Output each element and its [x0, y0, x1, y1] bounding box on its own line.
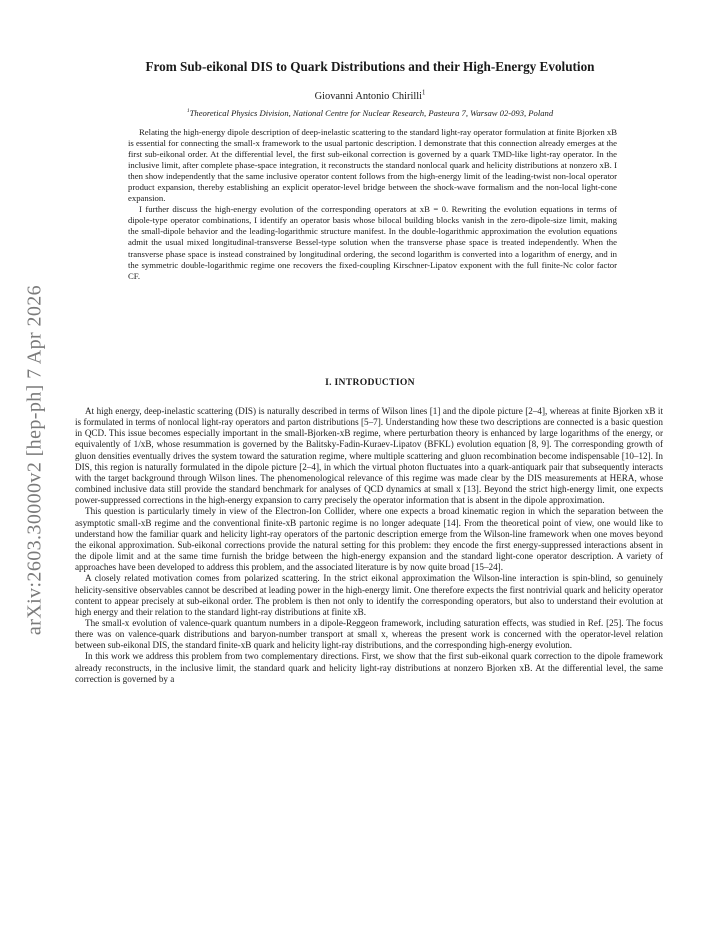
body-paragraph: At high energy, deep-inelastic scattering (DIS) is naturally described in terms of Wilson lines [1] and the dipole picture [2–4], whereas at finite Bjorken xB it is formulated in terms of nonlocal light-ray operators and parton distributions [5–7]. Understanding how these two descriptions are connected is a basic question in QCD. This issue becomes especially important in the small-Bjorken-xB regime, where perturbation theory is enhanced by large logarithms of the energy, or equivalently of 1/xB, whose resummation is governed by the Balitsky-Fadin-Kuraev-Lipatov (BFKL) evolution equation [8, 9]. The corresponding growth of gluon densities eventually drives the system toward the saturation regime, where multiple scattering and gluon recombination become indispensable [10–12]. In DIS, this region is naturally formulated in the dipole picture [2–4], in which the virtual photon fluctuates into a quark-antiquark pair that subsequently interacts with the target background through Wilson lines. The phenomenological relevance of this regime was made clear by the DIS measurements at HERA, whose combined inclusive data still provide the standard benchmark for analyses of QCD dynamics at small x [13]. Beyond the strict high-energy limit, one expects power-suppressed corrections in the high-energy expansion to carry precisely the operator information that is absent in the dipole approximation.	[75, 406, 663, 506]
affiliation-line	[70, 108, 670, 118]
author-affiliation-mark: 1	[422, 89, 426, 97]
author-line	[70, 91, 670, 102]
author-name: Giovanni Antonio Chirilli	[314, 91, 422, 102]
abstract-paragraph: I further discuss the high-energy evolution of the corresponding operators at xB = 0. Rewriting the evolution equations in terms of dipole-type operator combinations, I identify an operator basis whose bilocal building blocks vanish in the zero-dipole-size limit, making the small-dipole behavior and the leading-logarithmic structure manifest. In the double-logarithmic approximation the evolution equations admit the usual mixed longitudinal-transverse Bessel-type solution when the transverse phase space is treated independently. When the transverse phase space is instead constrained by longitudinal ordering, the second logarithm is converted into a logarithm of energy, and in the symmetric double-logarithmic regime one recovers the fixed-coupling Kirschner-Lipatov exponent with the full finite-Nc color factor CF.	[128, 204, 617, 281]
body-paragraph: A closely related motivation comes from polarized scattering. In the strict eikonal approximation the Wilson-line interaction is spin-blind, so genuinely helicity-sensitive observables cannot be described at leading power in the high-energy limit. One therefore expects the first nontrivial quark and helicity operator content to appear precisely at sub-eikonal order. The problem is then not only to identify the corresponding operators, but also to understand their evolution at high energy and their relation to the standard light-ray distributions at finite xB.	[75, 573, 663, 617]
body-paragraph: The small-x evolution of valence-quark quantum numbers in a dipole-Reggeon framework, including saturation effects, was studied in Ref. [25]. The focus there was on valence-quark distributions and baryon-number transport at small x, whereas the present work is concerned with the operator-level relation between sub-eikonal DIS, the standard finite-xB quark and helicity light-ray distributions, and the corresponding high-energy evolution.	[75, 617, 663, 651]
introduction-body	[75, 406, 663, 685]
abstract-paragraph: Relating the high-energy dipole description of deep-inelastic scattering to the standard light-ray operator formulation at finite Bjorken xB is essential for connecting the small-x framework to the usual partonic description. I demonstrate that this connection already emerges at the first sub-eikonal order. At the differential level, the first sub-eikonal correction is governed by a quark TMD-like light-ray operator. In the inclusive limit, after complete phase-space integration, it reconstructs the standard nonlocal quark and helicity distributions at nonzero xB. I then show independently that the same inclusive operator content follows from the high-energy limit of the leading-twist non-local operator product expansion, thereby establishing an explicit operator-level bridge between the shock-wave formalism and the non-local light-cone expansion.	[128, 127, 617, 204]
affiliation-text: Theoretical Physics Division, National Centre for Nuclear Research, Pasteura 7, Warsaw 02-093, Poland	[189, 108, 554, 118]
arxiv-identifier: arXiv:2603.30000v2 [hep-ph] 7 Apr 2026	[23, 284, 46, 636]
arxiv-sidebar-stamp	[20, 250, 50, 670]
section-heading: I. INTRODUCTION	[325, 377, 415, 388]
body-paragraph: This question is particularly timely in view of the Electron-Ion Collider, where one expects a broad kinematic region in which the separation between the asymptotic small-xB regime and the conventional finite-xB partonic regime is no longer adequate [14]. From the theoretical point of view, one would like to understand how the familiar quark and helicity light-ray operators of the partonic description emerge from the Wilson-line framework when one moves beyond the eikonal approximation. Sub-eikonal corrections provide the natural setting for this problem: they encode the first energy-suppressed interactions absent in the dipole limit and at the same time furnish the bridge between the high-energy expansion and the standard light-cone operator description. A variety of approaches have been developed to address this problem, and the associated literature is by now quite broad [15–24].	[75, 506, 663, 573]
affiliation-mark: 1	[186, 108, 190, 115]
body-paragraph: In this work we address this problem from two complementary directions. First, we show that the first sub-eikonal quark correction to the dipole framework already reconstructs, in the inclusive limit, the standard quark and helicity light-ray distributions at nonzero Bjorken xB. At the differential level, the same correction is governed by a	[75, 651, 663, 684]
abstract	[128, 127, 617, 282]
paper-title: From Sub-eikonal DIS to Quark Distributions and their High-Energy Evolution	[145, 59, 595, 74]
